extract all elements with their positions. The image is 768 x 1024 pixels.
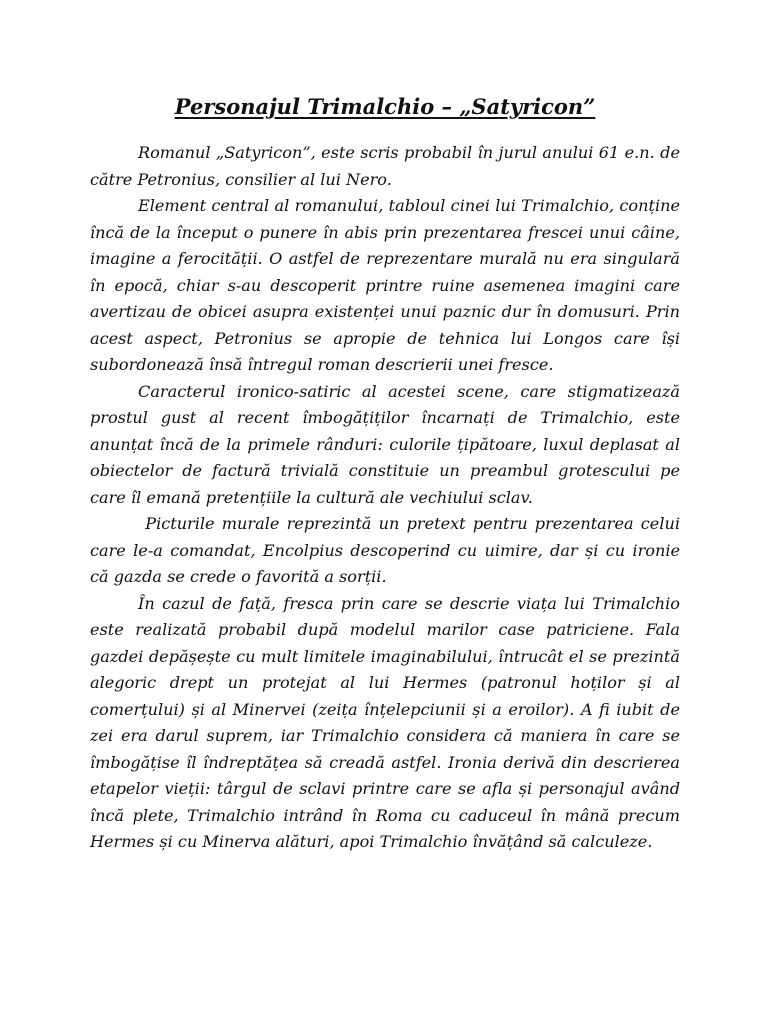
document-title xyxy=(90,90,680,124)
document-title-text: Personajul Trimalchio – „Satyricon” xyxy=(174,94,596,119)
paragraph-fresco-dog: Element central al romanului, tabloul cinei lui Trimalchio, conține încă de la început o punere în abis prin prezentarea frescei unui câine, imagine a ferocității. O astfel de reprezentare murală nu era singulară în epocă, chiar s-au descoperit printre ruine asemenea imagini care avertizau de obicei asupra existenței unui paznic dur în domusuri. Prin acest aspect, Petronius se apropie de tehnica lui Longos care își subordonează însă întregul roman descrierii unei fresce. xyxy=(90,196,680,374)
paragraph-murals-pretext: Picturile murale reprezintă un pretext pentru prezentarea celui care le-a comandat, Encolpius descoperind cu uimire, dar și cu ironie că gazda se crede o favorită a sorții. xyxy=(90,514,686,586)
paragraph-ironic-satiric: Caracterul ironico-satiric al acestei scene, care stigmatizează prostul gust al recent îmbogățiților încarnați de Trimalchio, este anunțat încă de la primele rânduri: culorile țipătoare, luxul deplasat al obiectelor de factură trivială constituie un preambul grotescului pe care îl emană pretențiile la cultură ale vechiului sclav. xyxy=(90,381,680,507)
document-body xyxy=(90,140,686,856)
paragraph-intro: Romanul „Satyricon”, este scris probabil în jurul anului 61 e.n. de către Petronius, consilier al lui Nero. xyxy=(90,143,680,189)
paragraph-trimalchio-life: În cazul de față, fresca prin care se descrie viața lui Trimalchio este realizată probabil după modelul marilor case patriciene. Fala gazdei depășește cu mult limitele imaginabilului, întrucât el se prezintă alegoric drept un protejat al lui Hermes (patronul hoților și al comerțului) și al Minervei (zeița înțelepciunii și a eroilor). A fi iubit de zei era darul suprem, iar Trimalchio considera că maniera în care se îmbogățise îl îndreptățea să creadă astfel. Ironia derivă din descrierea etapelor vieții: târgul de sclavi printre care se afla și personajul având încă plete, Trimalchio intrând în Roma cu caduceul în mână precum Hermes și cu Minerva alături, apoi Trimalchio învățând să calculeze. xyxy=(90,593,680,851)
